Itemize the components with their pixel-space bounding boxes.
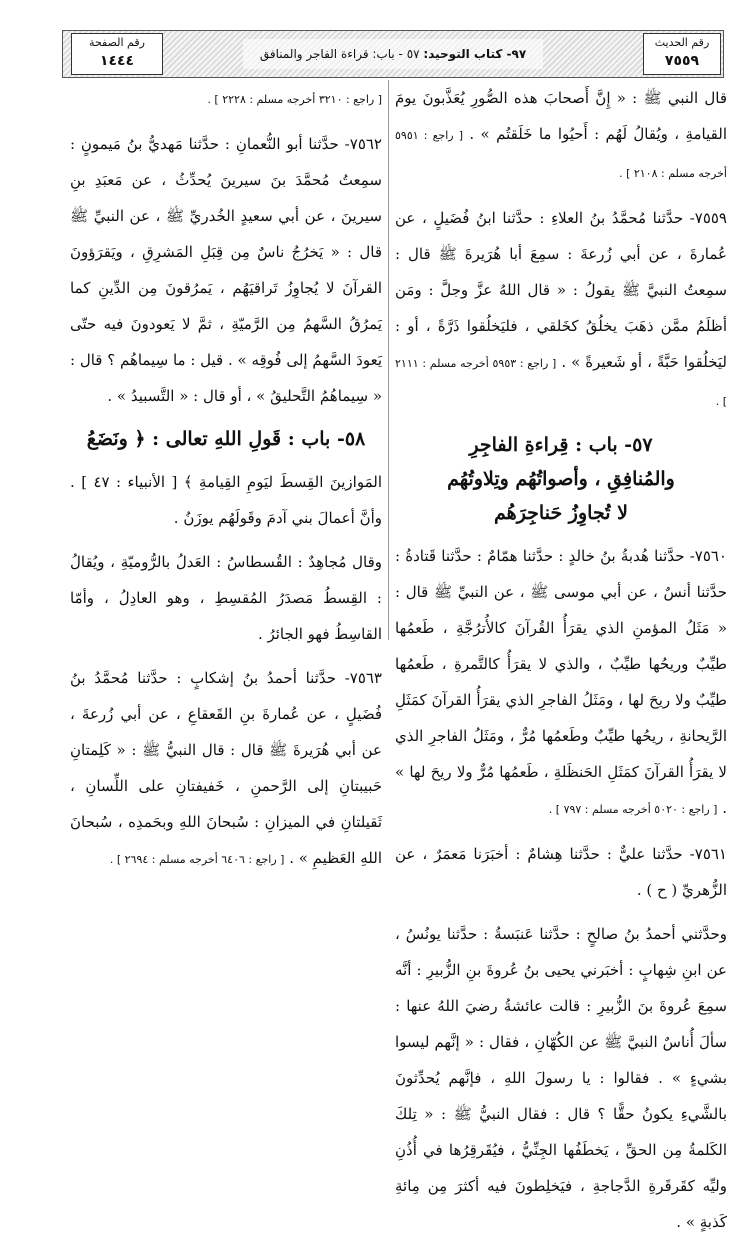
hadith-paragraph [395, 200, 727, 420]
paragraph-text: ٧٥٦١- حدَّثنا عليٌّ : حدَّثنا هِشامٌ : أخبَرَنا مَعمَرٌ ، عن الزُّهريِّ ( ح ) . [395, 845, 727, 899]
text-paragraph [395, 80, 727, 192]
hadith-paragraph [70, 660, 382, 878]
right-column [395, 80, 727, 1248]
reference-note: [ راجع : ٥٩٥١ أخرجه مسلم : ٢١٠٨ ] . [395, 129, 727, 180]
paragraph-text: المَوازينَ القِسطَ ليَومِ القِيامةِ ﴾ [ الأنبياء : ٤٧ ] . وأنَّ أعمالَ بني آدمَ وقَولَهُم يوزَنُ . [70, 473, 382, 527]
chapter-title-line: ٥٧- باب : قِراءةِ الفاجِرِ [469, 434, 653, 456]
hadith-paragraph [395, 916, 727, 1240]
text-paragraph [70, 80, 382, 118]
paragraph-text: قال النبي ﷺ : « إِنَّ أَصحابَ هذه الصُّورِ يُعَذَّبونَ يومَ القيامةِ ، ويُقالُ لَهُم : أَحيُوا ما خَلَقتُم » . [395, 89, 727, 143]
paragraph-text: ٧٥٥٩- حدَّثنا مُحمَّدُ بنُ العلاءِ : حدَّثنا ابنُ فُضَيلٍ ، عن عُمارةَ ، عن أبي زُرعةَ : سمِعَ أبا هُرَيرةَ ﷺ قال : سمِعتُ النبيَّ ﷺ يقولُ : « قال اللهُ عزَّ وجلَّ : ومَن أظلَمُ ممَّن ذهَبَ يخلُقُ كخَلقي ، فليَخلُقوا ذَرَّةً ، أو : ليَخلُقوا حَبَّةً ، أو شَعيرةً » . [395, 209, 727, 371]
book-title: ٩٧- كتاب التوحيد: [423, 47, 527, 61]
paragraph-text: ٧٥٦٠- حدَّثنا هُدبةُ بنُ خالدٍ : حدَّثنا همّامٌ : حدَّثنا قَتادةُ : حدَّثنا أنسٌ ، عن أبي موسى ﷺ ، عن النبيِّ ﷺ قال : « مَثَلُ المؤمنِ الذي يقرَأُ القُرآنَ كالأُترُجَّةِ ، طَعمُها طيِّبٌ وريحُها طيِّبٌ ، والذي لا يقرَأُ كالتَّمرةِ ، طَعمُها طيِّبٌ ولا ريحَ لها ، ومَثَلُ الفاجرِ الذي يقرَأُ القرآنَ كمَثَلِ الرَّيحانةِ ، ريحُها طيِّبٌ وطَعمُها مُرٌّ ، ومَثَلُ الفاجرِ الذي لا يقرَأُ القرآنَ كمَثَلِ الحَنظَلةِ ، طَعمُها مُرٌّ ولا ريحَ لها » . [395, 547, 727, 817]
header-title [243, 39, 543, 69]
chapter-title-line: والمُنافِقِ ، وأصواتُهُم وتِلاوتُهُم [447, 468, 675, 490]
hadith-paragraph [395, 836, 727, 908]
reference-note: [ راجع : ٥٠٢٠ أخرجه مسلم : ٧٩٧ ] . [548, 803, 718, 816]
page-number-label: رقم الصفحة [89, 36, 145, 49]
page-number: ١٤٤٤ [99, 53, 135, 69]
page-header [62, 30, 724, 78]
hadith-paragraph [70, 126, 382, 414]
hadith-number: ٧٥٥٩ [664, 53, 700, 69]
paragraph-text: وقال مُجاهِدٌ : القُسطاسُ : العَدلُ بالرُّوميّةِ ، ويُقالُ : القِسطُ مَصدَرُ المُقسِطِ ، وهو العادِلُ ، وأمّا القاسِطُ فهو الجائرُ . [70, 553, 382, 643]
chapter-title-line: ٥٨- باب : قَولِ اللهِ تعالى : ﴿ ونَضَعُ [86, 428, 366, 450]
paragraph-text: وحدَّثني أحمدُ بنُ صالحٍ : حدَّثنا عَنبَسةُ : حدَّثنا يونُسُ ، عن ابنِ شِهابٍ : أخبَرني يحيى بنُ عُروةَ بنِ الزُّبيرِ : أنَّه سمِعَ عُروةَ بنَ الزُّبيرِ : قالت عائشةُ رضيَ اللهُ عنها : سألَ أُناسٌ النبيَّ ﷺ عن الكُهّانِ ، فقال : « إنَّهم ليسوا بشيءٍ » . فقالوا : يا رسولَ اللهِ ، فإنَّهم يُحدِّثونَ بالشَّيءِ يكونُ حقًّا ؟ قال : فقال النبيُّ ﷺ : « تِلكَ الكَلمةُ مِن الحقِّ ، يَخطَفُها الجِنِّيُّ ، فيُقَرقِرُها في أُذُنِ وليِّه كقَرقَرةِ الدَّجاجةِ ، فيَخلِطونَ فيه أكثرَ مِن مِائةِ كَذبةٍ » . [395, 925, 727, 1231]
left-column [70, 80, 382, 886]
chapter-title-line: لا تُجاوِزُ حَناجِرَهُم [494, 502, 628, 524]
chapter-title [70, 422, 382, 456]
chapter-title [395, 428, 727, 530]
hadith-paragraph [395, 538, 727, 828]
text-paragraph [70, 544, 382, 652]
text-paragraph [70, 464, 382, 536]
hadith-number-box [643, 33, 721, 75]
paragraph-text: ٧٥٦٢- حدَّثنا أبو النُّعمانِ : حدَّثنا مَهديُّ بنُ مَيمونٍ : سمِعتُ مُحمَّدَ بنَ سيرينَ يُحدِّثُ ، عن مَعبَدِ بنِ سيرينَ ، عن أبي سعيدٍ الخُدريِّ ﷺ ، عن النبيِّ ﷺ قال : « يَخرُجُ ناسٌ مِن قِبَلِ المَشرِقِ ، ويَقرَؤونَ القرآنَ لا يُجاوِزُ تَراقيَهُم ، يَمرُقونَ مِن الدِّينِ كما يَمرُقُ السَّهمُ مِن الرَّميّةِ ، ثمَّ لا يَعودونَ فيه حتّى يَعودَ السَّهمُ إلى فُوقِه » . قيل : ما سِيماهُم ؟ قال : « سِيماهُمُ التَّحليقُ » ، أو قال : « التَّسبيدُ » . [70, 135, 382, 405]
chapter-ref: ٥٧ - باب: قراءة الفاجر والمنافق [259, 47, 420, 61]
reference-note: [ راجع : ٦٤٠٦ أخرجه مسلم : ٢٦٩٤ ] . [109, 853, 285, 866]
column-divider [388, 80, 389, 640]
page-number-box [71, 33, 163, 75]
reference-note: [ راجع : ٥٩٥٣ أخرجه مسلم : ٢١١١ ] . [395, 357, 727, 408]
reference-note: [ راجع : ٣٢١٠ أخرجه مسلم : ٢٢٢٨ ] . [207, 93, 382, 106]
hadith-number-label: رقم الحديث [654, 36, 710, 49]
paragraph-text: ٧٥٦٣- حدَّثنا أحمدُ بنُ إشكابٍ : حدَّثنا مُحمَّدُ بنُ فُضَيلٍ ، عن عُمارةَ بنِ القَعقاعِ ، عن أبي زُرعةَ ، عن أبي هُرَيرةَ ﷺ قال : قال النبيُّ ﷺ : « كَلِمتانِ حَبيبتانِ إلى الرَّحمنِ ، خَفيفتانِ على اللِّسانِ ، ثَقيلتانِ في الميزانِ : سُبحانَ اللهِ وبحَمدِه ، سُبحانَ اللهِ العَظيمِ » . [70, 669, 382, 867]
